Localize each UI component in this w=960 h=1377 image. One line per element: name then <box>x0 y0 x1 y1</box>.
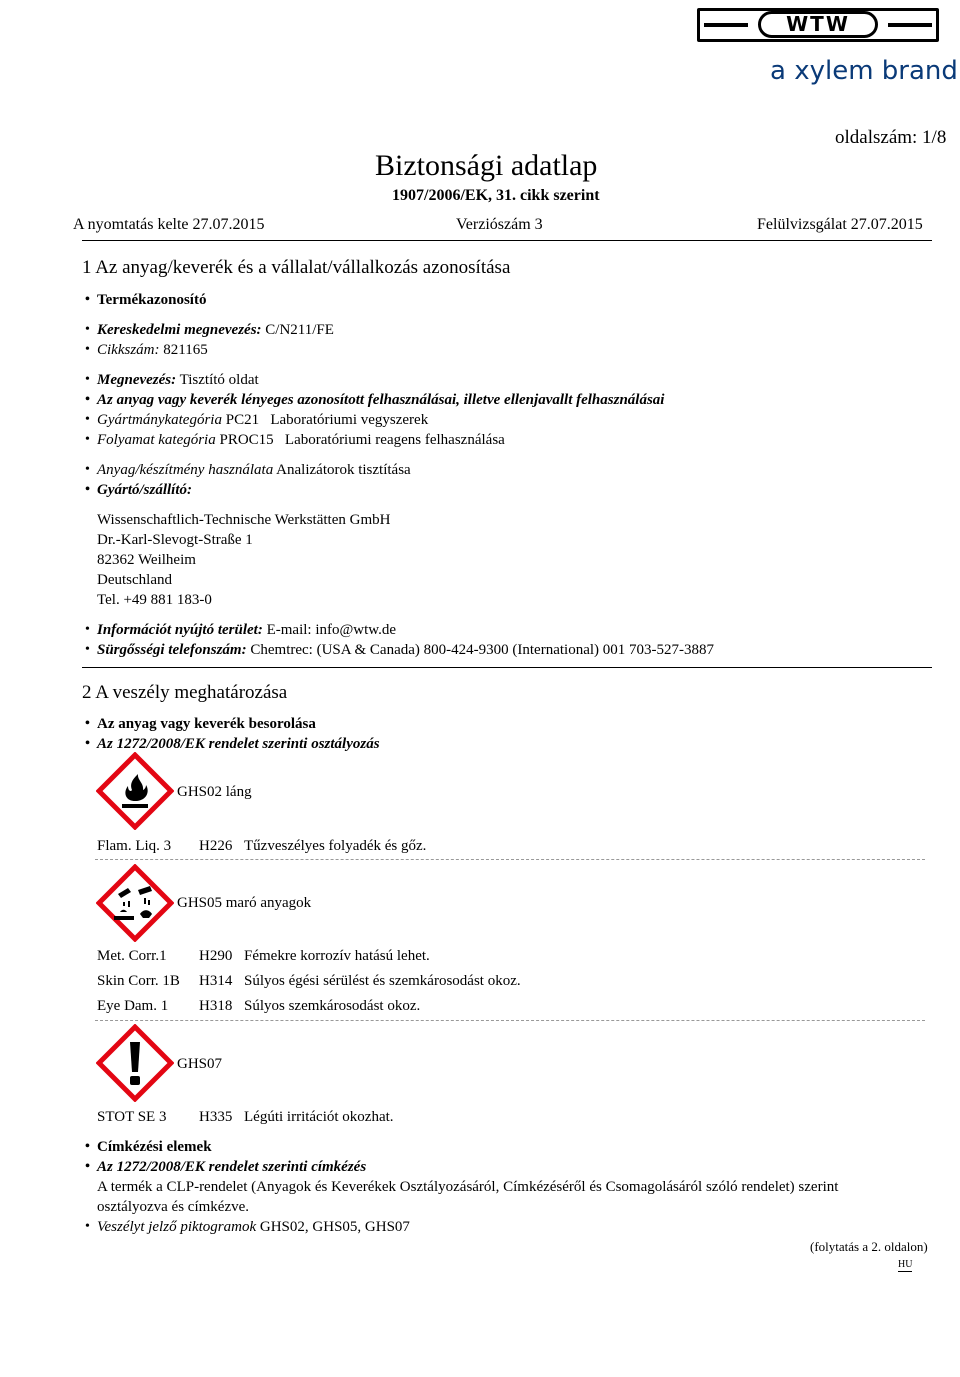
brand-tagline: a xylem brand <box>770 56 958 86</box>
document-subtitle: 1907/2006/EK, 31. cikk szerint <box>392 187 600 204</box>
hazard-code: H226 <box>199 838 233 854</box>
labelling-text-line-2: osztályozva és címkézve. <box>97 1199 250 1215</box>
hazard-statement: Fémekre korrozív hatású lehet. <box>244 948 430 964</box>
logo-text: WTW <box>758 11 878 38</box>
wtw-logo <box>697 8 939 42</box>
supplier-country: Deutschland <box>97 572 172 588</box>
article-number-row: • Cikkszám: 821165 <box>85 340 208 360</box>
classification-label: • Az anyag vagy keverék besorolása <box>85 714 316 734</box>
product-category-row: • Gyártmánykategória PC21 Laboratóriumi vegyszerek <box>85 410 428 430</box>
revision-date: Felülvizsgálat 27.07.2015 <box>757 216 923 233</box>
hazard-class: Eye Dam. 1 <box>97 998 169 1014</box>
trade-name-row: • Kereskedelmi megnevezés: C/N211/FE <box>85 320 334 340</box>
hazard-code: H318 <box>199 998 233 1014</box>
supplier-phone: Tel. +49 881 183-0 <box>97 592 212 608</box>
section-1-heading: 1 Az anyag/keverék és a vállalat/vállalkozás azonosítása <box>82 257 511 278</box>
continued-note: (folytatás a 2. oldalon) <box>810 1239 928 1254</box>
document-title: Biztonsági adatlap <box>375 149 598 182</box>
hazard-statement: Súlyos égési sérülést és szemkárosodást okoz. <box>244 973 521 989</box>
section-2-heading: 2 A veszély meghatározása <box>82 682 288 703</box>
hazard-code: H290 <box>199 948 233 964</box>
designation-row: • Megnevezés: Tisztító oldat <box>85 370 259 390</box>
dotted-separator <box>95 859 925 860</box>
hazard-code: H314 <box>199 973 233 989</box>
clp-labelling-label: • Az 1272/2008/EK rendelet szerinti címkézés <box>85 1157 366 1177</box>
hazard-statement: Súlyos szemkárosodást okoz. <box>244 998 421 1014</box>
version-number: Verziószám 3 <box>456 216 543 233</box>
process-category-row: • Folyamat kategória PROC15 Laboratóriumi reagens felhasználása <box>85 430 505 450</box>
ghs05-label: GHS05 maró anyagok <box>177 895 312 911</box>
emergency-row: • Sürgősségi telefonszám: Chemtrec: (USA & Canada) 800-424-9300 (International) 001 703-527-3887 <box>85 640 714 660</box>
supplier-name: Wissenschaftlich-Technische Werkstätten GmbH <box>97 512 391 528</box>
hazard-statement: Tűzveszélyes folyadék és gőz. <box>244 838 427 854</box>
section-1-rule <box>82 667 932 668</box>
supplier-street: Dr.-Karl-Slevogt-Straße 1 <box>97 532 253 548</box>
page-number: oldalszám: 1/8 <box>835 127 947 148</box>
ghs07-label: GHS07 <box>177 1056 223 1072</box>
pictograms-row: • Veszélyt jelző piktogramok GHS02, GHS05, GHS07 <box>85 1217 410 1237</box>
labelling-text-line-1: A termék a CLP-rendelet (Anyagok és Keverékek Osztályozásáról, Címkézéséről és Csomagolásáról szóló rendelet) szerint <box>97 1179 839 1195</box>
supplier-city: 82362 Weilheim <box>97 552 196 568</box>
identified-uses: • Az anyag vagy keverék lényeges azonosított felhasználásai, illetve ellenjavallt felhasználásai <box>85 390 664 410</box>
ghs02-label: GHS02 láng <box>177 784 252 800</box>
hazard-class: STOT SE 3 <box>97 1109 167 1125</box>
hazard-class: Skin Corr. 1B <box>97 973 180 989</box>
hazard-class: Flam. Liq. 3 <box>97 838 172 854</box>
product-identifier: • Termékazonosító <box>85 290 206 310</box>
application-row: • Anyag/készítmény használata Analizátorok tisztítása <box>85 460 411 480</box>
info-row: • Információt nyújtó terület: E-mail: info@wtw.de <box>85 620 396 640</box>
hazard-code: H335 <box>199 1109 233 1125</box>
hazard-class: Met. Corr.1 <box>97 948 167 964</box>
header-rule <box>82 240 932 241</box>
print-date: A nyomtatás kelte 27.07.2015 <box>73 216 265 233</box>
label-elements: • Címkézési elemek <box>85 1137 212 1157</box>
exclamation-icon <box>96 1024 174 1102</box>
clp-classification-label: • Az 1272/2008/EK rendelet szerinti osztályozás <box>85 734 380 754</box>
corrosion-icon <box>96 864 174 942</box>
dotted-separator <box>95 1020 925 1021</box>
language-code: HU <box>898 1259 913 1270</box>
flame-icon <box>96 752 174 830</box>
supplier-label: • Gyártó/szállító: <box>85 480 192 500</box>
hazard-statement: Légúti irritációt okozhat. <box>244 1109 394 1125</box>
